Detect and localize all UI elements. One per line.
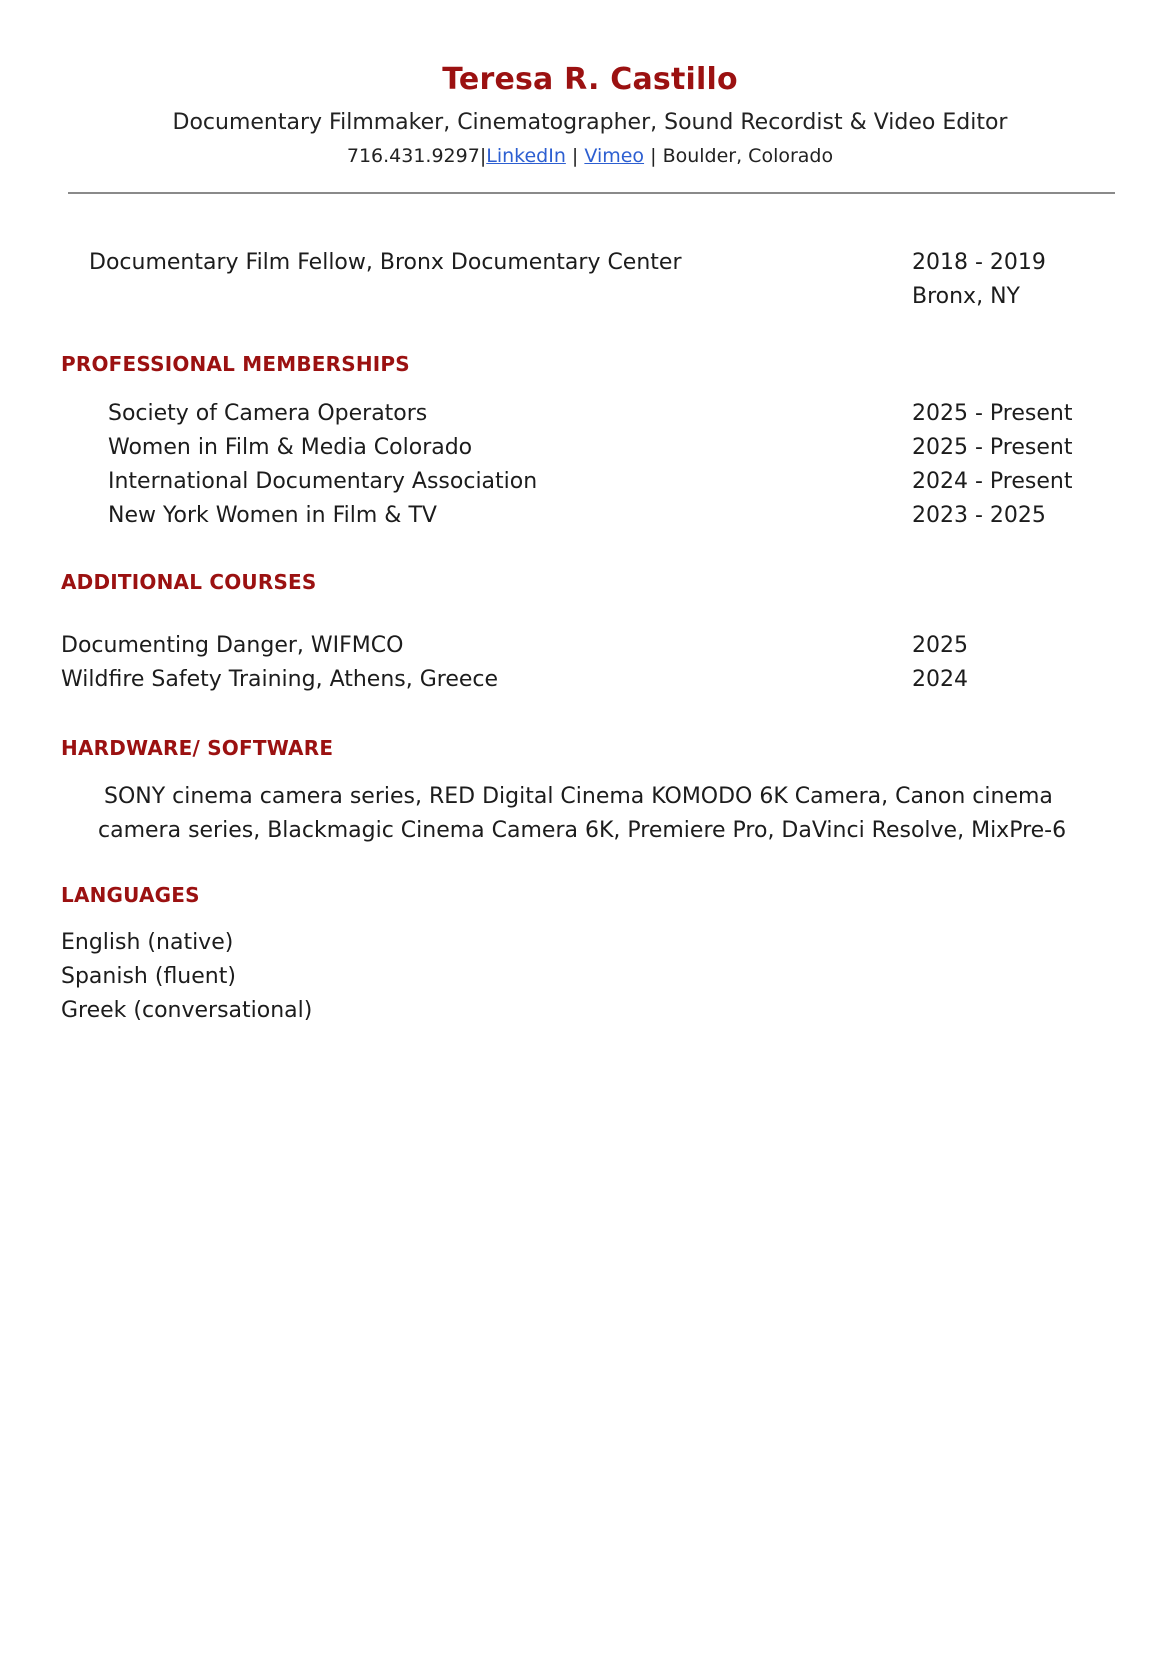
contact-line (0, 145, 1149, 167)
membership-dates: 2023 - 2025 (912, 503, 1046, 528)
language-item: Greek (conversational) (61, 998, 313, 1023)
membership-name: Women in Film & Media Colorado (108, 435, 473, 460)
separator: | (571, 145, 579, 167)
course-name: Wildfire Safety Training, Athens, Greece (61, 667, 499, 692)
membership-dates: 2025 - Present (912, 401, 1073, 426)
separator: | (650, 145, 657, 167)
language-item: Spanish (fluent) (61, 964, 236, 989)
course-dates: 2024 (912, 667, 968, 692)
separator: | (479, 145, 487, 167)
membership-dates: 2024 - Present (912, 469, 1073, 494)
fellowship-title: Documentary Film Fellow, Bronx Documentary Center (89, 250, 682, 275)
membership-dates: 2025 - Present (912, 435, 1073, 460)
section-heading-memberships: PROFESSIONAL MEMBERSHIPS (61, 352, 410, 376)
phone-number: 716.431.9297 (346, 145, 480, 167)
vimeo-link[interactable]: Vimeo (584, 145, 645, 167)
course-name: Documenting Danger, WIFMCO (61, 633, 404, 658)
section-heading-courses: ADDITIONAL COURSES (61, 570, 317, 594)
membership-name: New York Women in Film & TV (108, 503, 437, 528)
hardware-software-list: SONY cinema camera series, RED Digital Cinema KOMODO 6K Camera, Canon cinema camera series, Blackmagic Cinema Camera 6K, Premiere Pro, DaVinci Resolve, MixPre-6 (98, 784, 1067, 843)
fellowship-place: Bronx, NY (912, 284, 1020, 309)
section-heading-languages: LANGUAGES (61, 883, 200, 907)
header-divider (68, 192, 1115, 194)
candidate-name: Teresa R. Castillo (442, 62, 738, 97)
membership-name: International Documentary Association (108, 469, 538, 494)
candidate-tagline: Documentary Filmmaker, Cinematographer, Sound Recordist & Video Editor (172, 110, 1008, 135)
language-item: English (native) (61, 930, 234, 955)
section-heading-hardware: HARDWARE/ SOFTWARE (61, 736, 334, 760)
course-dates: 2025 (912, 633, 968, 658)
fellowship-dates: 2018 - 2019 (912, 250, 1046, 275)
linkedin-link[interactable]: LinkedIn (486, 145, 566, 167)
location: Boulder, Colorado (662, 145, 834, 167)
membership-name: Society of Camera Operators (108, 401, 428, 426)
